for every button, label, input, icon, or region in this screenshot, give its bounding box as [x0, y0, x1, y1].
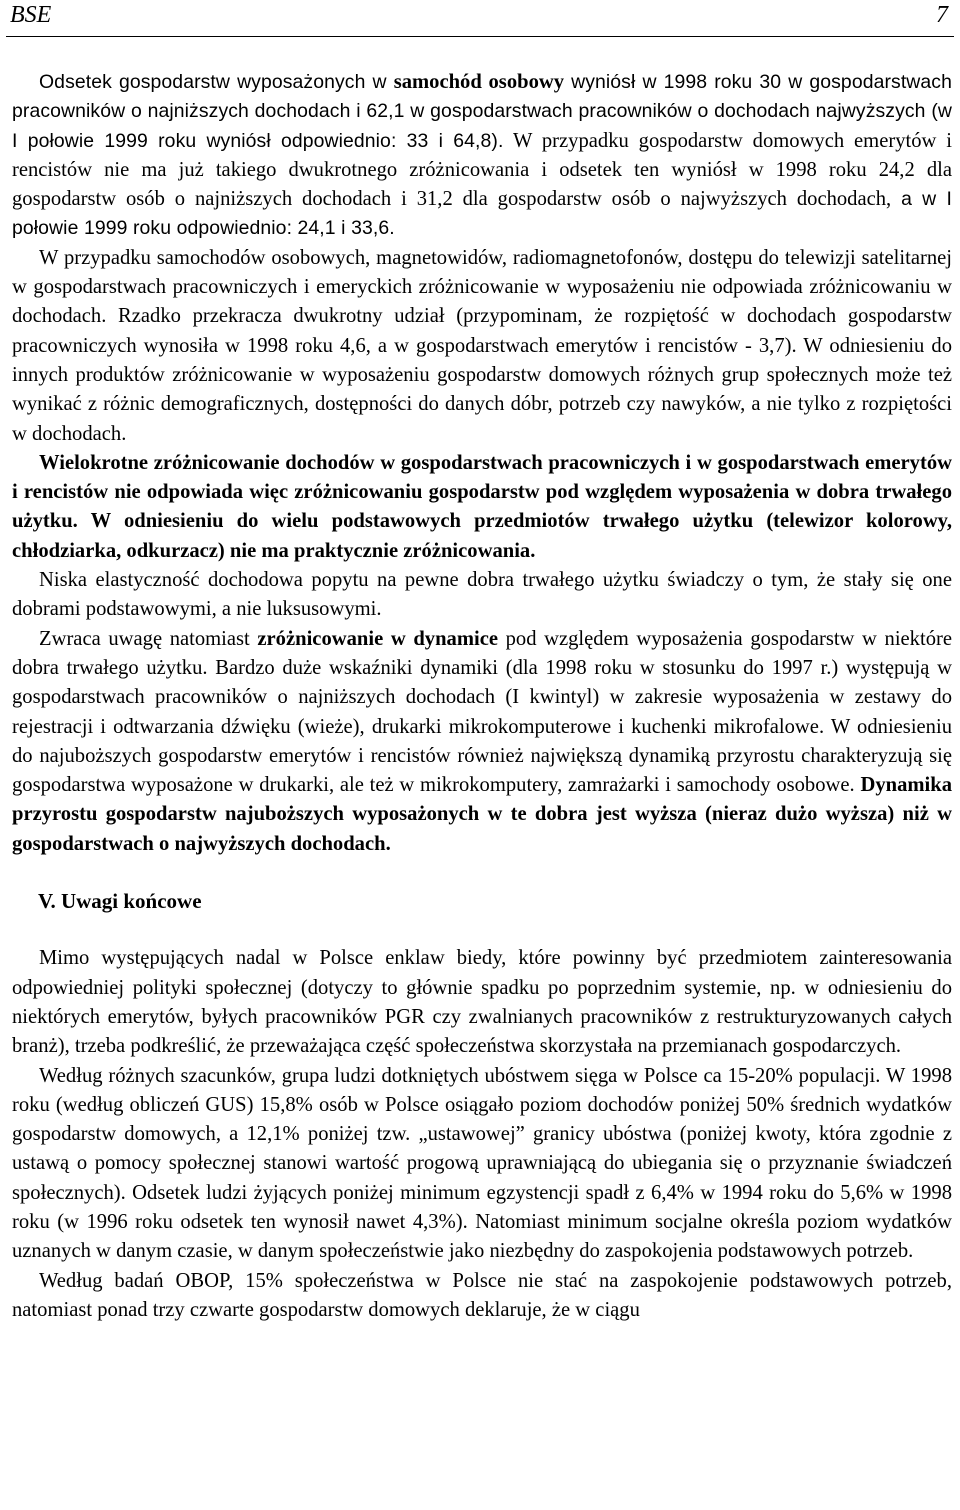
paragraph-poverty-estimates: Według różnych szacunków, grupa ludzi dotkniętych ubóstwem sięga w Polsce ca 15-20% populacji. W 1998 roku (według obliczeń GUS) 15,8% osób w Polsce osiągało poziom dochodów poniżej 50% średnich wydatków gospodarstw domowych, a 12,1% poniżej tzw. „ustawowej” granicy ubóstwa (poniżej kwoty, która zgodnie z ustawą o pomocy społecznej stanowi wartość progową uprawniającą do ubiegania się o przyznanie świadczeń społecznych). Odsetek ludzi żyjących poniżej minimum egzystencji spadł z 6,4% w 1994 roku do 5,6% w 1998 roku (w 1996 roku odsetek ten wynosił nawet 4,3%). Natomiast minimum socjalne określa poziom wydatków uznanych w danym czasie, w danym społeczeństwie jako niezbędny do zaspokojenia podstawowych potrzeb. — [12, 1064, 952, 1263]
page-header — [6, 0, 954, 37]
paragraph-dynamics: Zwraca uwagę natomiast zróżnicowanie w dynamice pod względem wyposażenia gospodarstw w niektóre dobra trwałego użytku. Bardzo duże wskaźniki dynamiki (dla 1998 roku w stosunku do 1997 r.) występują w gospodarstwach pracowników o najniższych dochodach (I kwintyl) w zakresie wyposażenia w zestawy do rejestracji i odtwarzania dźwięku (wieże), drukarki mikrokomputerowe i kuchenki mikrofalowe. W odniesieniu do najuboższych gospodarstw emerytów i rencistów również największą dynamiką przyrostu charakteryzują się gospodarstwa wyposażone w drukarki, ale też w mikrokomputery, zamrażarki i samochody osobowe. Dynamika przyrostu gospodarstw najuboższych wyposażonych w te dobra jest wyższa (nieraz dużo wyższa) niż w gospodarstwach o najwyższych dochodach. — [12, 627, 952, 855]
running-header-title: BSE — [10, 2, 52, 28]
paragraph-equipment-differences: W przypadku samochodów osobowych, magnetowidów, radiomagnetofonów, dostępu do telewizji satelitarnej w gospodarstwach pracowniczych i emeryckich zróżnicowanie w wyposażeniu nie odpowiada zróżnicowaniu w dochodach. Rzadko przekracza dwukrotny udział (przypominam, że rozpiętość w dochodach gospodarstw pracowniczych wynosiła w 1998 roku 4,6, a w gospodarstwach emerytów i rencistów - 3,7). W odniesieniu do innych produktów zróżnicowanie w wyposażeniu gospodarstw domowych różnych grup społecznych może też wynikać z różnic demograficznych, dostępności do danych dóbr, potrzeb czy nawyków, a nie tylko z rozpiętości w dochodach. — [12, 246, 952, 445]
paragraph-car-ownership: Odsetek gospodarstw wyposażonych w samochód osobowy wyniósł w 1998 roku 30 w gospodarstwach pracowników o najniższych dochodach i 62,1 w gospodarstwach pracowników o dochodach najwyższych (w I połowie 1999 roku wyniósł odpowiednio: 33 i 64,8). W przypadku gospodarstw domowych emerytów i rencistów nie ma już takiego dwukrotnego zróżnicowania i odsetek ten wyniósł w 1998 roku 24,2 dla gospodarstw osób o najniższych dochodach i 31,2 dla gospodarstw osób o najwyższych dochodach, a w I połowie 1999 roku odpowiednio: 24,1 i 33,6. — [12, 71, 952, 240]
paragraph-income-conclusion: Wielokrotne zróżnicowanie dochodów w gospodarstwach pracowniczych i w gospodarstwach emerytów i rencistów nie odpowiada więc zróżnicowaniu gospodarstw pod względem wyposażenia w dobra trwałego użytku. W odniesieniu do wielu podstawowych przedmiotów trwałego użytku (telewizor kolorowy, chłodziarka, odkurzacz) nie ma praktycznie zróżnicowania. — [12, 451, 952, 562]
document-body — [12, 68, 952, 1325]
paragraph-poverty-enclaves: Mimo występujących nadal w Polsce enklaw biedy, które powinny być przedmiotem zainteresowania odpowiedniej polityki społecznej (dotyczy to głównie spadku po poprzednim systemie, np. w odniesieniu do niektórych emerytów, byłych pracowników PGR czy zwalnianych pracowników z restrukturyzowanych całych branż), trzeba podkreślić, że przeważająca część społeczeństwa skorzystała na przemianach gospodarczych. — [12, 947, 952, 1058]
paragraph-obop-survey: Według badań OBOP, 15% społeczeństwa w Polsce nie stać na zaspokojenie podstawowych potrzeb, natomiast ponad trzy czwarte gospodarstw domowych deklaruje, że w ciągu — [12, 1269, 952, 1321]
paragraph-elasticity: Niska elastyczność dochodowa popytu na pewne dobra trwałego użytku świadczy o tym, że stały się one dobrami podstawowymi, a nie luksusowymi. — [12, 569, 952, 621]
page-number: 7 — [936, 2, 948, 28]
section-heading: V. Uwagi końcowe — [38, 889, 202, 914]
